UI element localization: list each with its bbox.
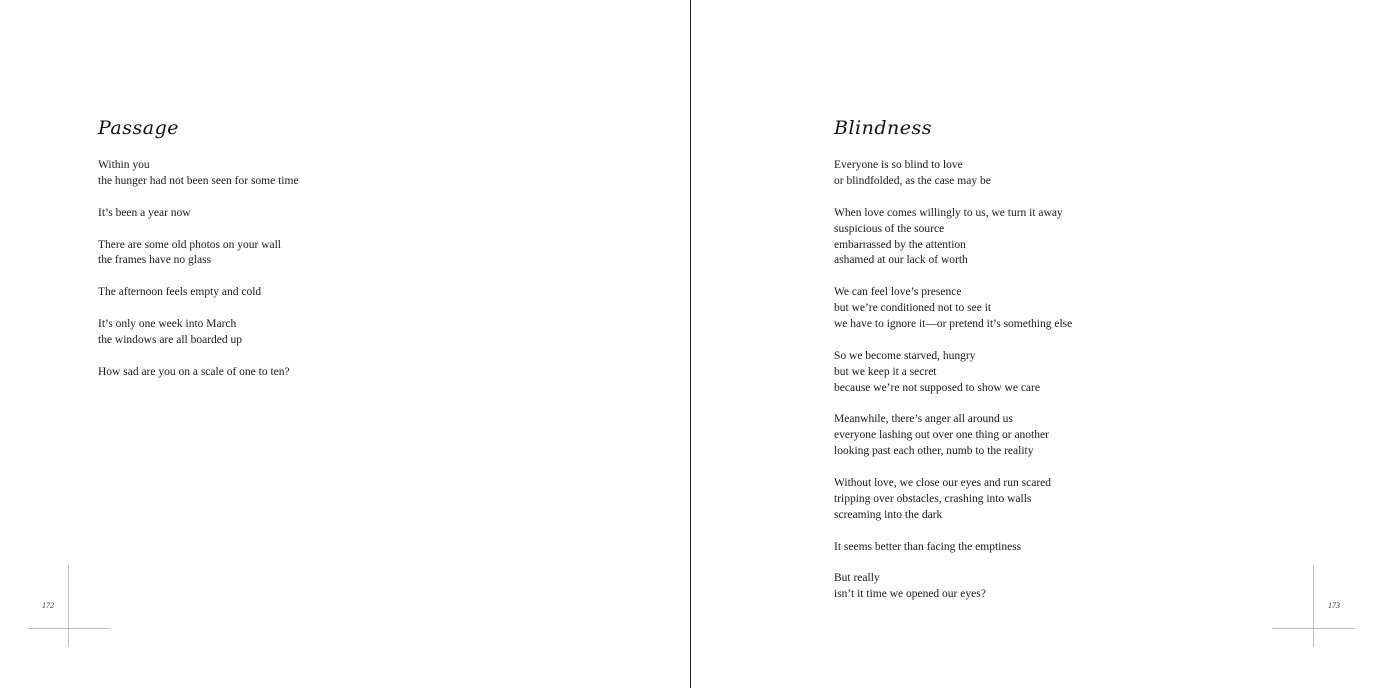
page-number: 173 [1328, 601, 1340, 610]
poem-line: We can feel love’s presence [834, 286, 962, 299]
poem-line: Everyone is so blind to love [834, 159, 963, 171]
crop-mark-horizontal [1272, 628, 1355, 629]
poem-line: It’s been a year now [98, 206, 191, 219]
poem-line: ashamed at our lack of worth [834, 254, 968, 267]
stanza [834, 571, 1072, 603]
poem-line: because we’re not supposed to show we care [834, 381, 1040, 394]
stanza [834, 158, 1072, 190]
poem-line: tripping over obstacles, crashing into walls [834, 492, 1032, 505]
poem-title-passage: Passage [98, 117, 179, 139]
stanza [834, 349, 1072, 397]
poem-line: Without love, we close our eyes and run scared [834, 477, 1052, 490]
poem-line: embarrassed by the attention [834, 238, 966, 251]
poem-line: When love comes willingly to us, we turn it away [834, 206, 1063, 219]
poem-line: the hunger had not been seen for some time [98, 174, 299, 187]
page-number: 172 [42, 601, 54, 610]
poem-line: But really [834, 572, 880, 585]
stanza [98, 317, 299, 349]
book-spine [690, 0, 691, 688]
stanza [834, 540, 1072, 556]
stanza [834, 206, 1072, 270]
stanza [834, 476, 1072, 524]
left-page [0, 0, 691, 688]
crop-mark-vertical [68, 565, 69, 647]
poem-line: looking past each other, numb to the reality [834, 445, 1034, 458]
poem-line: but we’re conditioned not to see it [834, 302, 992, 315]
poem-line: or blindfolded, as the case may be [834, 174, 991, 187]
poem-line: suspicious of the source [834, 222, 945, 235]
stanza [98, 365, 299, 381]
stanza [98, 158, 299, 190]
crop-mark-horizontal [28, 628, 110, 629]
poem-title-blindness: Blindness [834, 117, 932, 139]
poem-line: we have to ignore it—or pretend it’s something else [834, 318, 1073, 331]
poem-line: It’s only one week into March [98, 318, 237, 330]
crop-mark-vertical [1313, 565, 1314, 647]
stanza [98, 206, 299, 222]
poem-line: How sad are you on a scale of one to ten? [98, 365, 290, 378]
poem-body-blindness [834, 158, 1072, 619]
poem-line: Meanwhile, there’s anger all around us [834, 413, 1013, 426]
poem-line: So we become starved, hungry [834, 349, 976, 362]
poem-line: Within you [98, 159, 150, 171]
poem-line: the windows are all boarded up [98, 333, 243, 346]
poem-body-passage [98, 158, 299, 397]
poem-line: the frames have no glass [98, 254, 212, 267]
stanza [98, 238, 299, 270]
poem-line: isn’t it time we opened our eyes? [834, 588, 986, 601]
poem-line: It seems better than facing the emptiness [834, 540, 1022, 553]
stanza [834, 285, 1072, 333]
poem-line: The afternoon feels empty and cold [98, 286, 262, 299]
poem-line: screaming into the dark [834, 508, 943, 521]
stanza [834, 412, 1072, 460]
right-page [692, 0, 1383, 688]
poem-line: but we keep it a secret [834, 365, 937, 378]
stanza [98, 285, 299, 301]
poem-line: everyone lashing out over one thing or another [834, 429, 1049, 442]
poem-line: There are some old photos on your wall [98, 238, 281, 251]
